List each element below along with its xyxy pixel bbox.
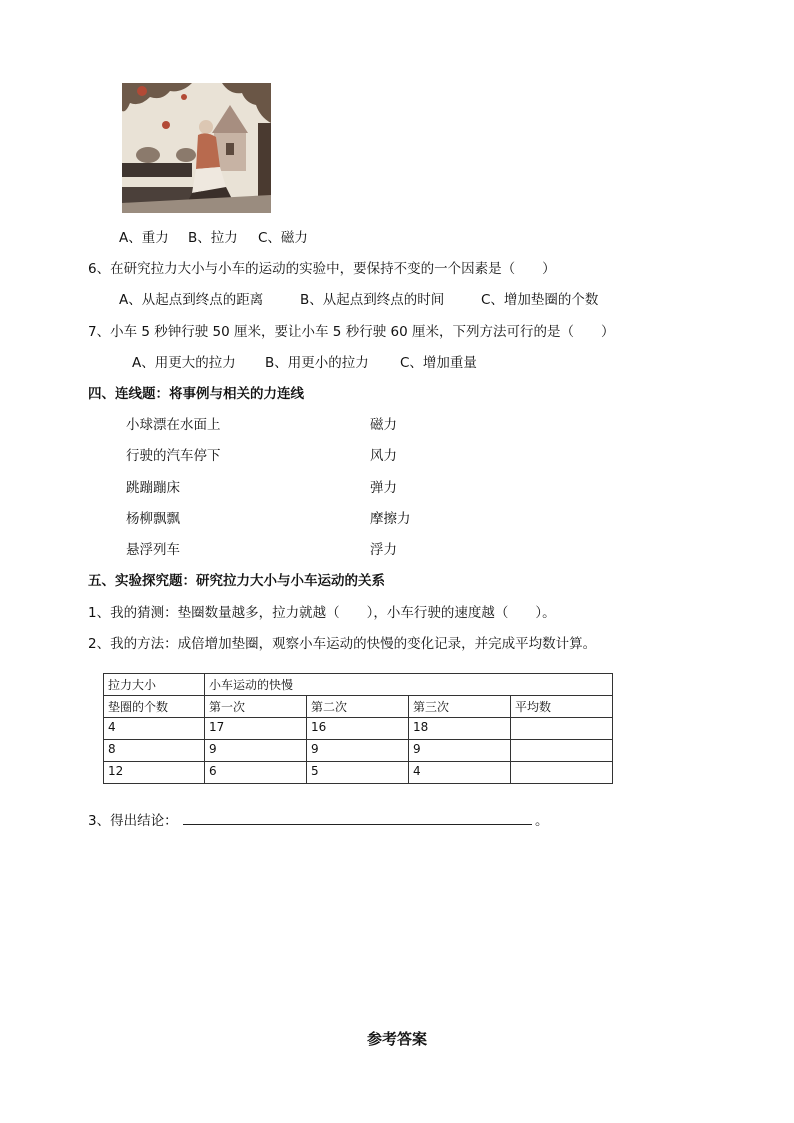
newton-apple-tree-illustration — [122, 83, 271, 213]
experiment-table — [103, 673, 613, 784]
match-left-item: 跳蹦蹦床 — [126, 480, 180, 496]
table-cell-average[interactable] — [511, 718, 613, 740]
match-right-item: 风力 — [370, 448, 397, 464]
q7-option-b: B、用更小的拉力 — [265, 355, 369, 371]
match-left-item: 行驶的汽车停下 — [126, 448, 221, 464]
q5-option-b: B、拉力 — [188, 230, 238, 246]
table-cell: 8 — [104, 740, 205, 762]
match-right-item: 摩擦力 — [370, 511, 411, 527]
match-left-item: 悬浮列车 — [126, 542, 180, 558]
conclusion-answer-line[interactable] — [183, 824, 532, 825]
table-row — [104, 762, 613, 784]
match-right-item: 磁力 — [370, 417, 397, 433]
match-left-item: 杨柳飘飘 — [126, 511, 180, 527]
match-left-item: 小球漂在水面上 — [126, 417, 221, 433]
q6-question: 6、在研究拉力大小与小车的运动的实验中，要保持不变的一个因素是（ ） — [88, 261, 556, 277]
match-right-item: 弹力 — [370, 480, 397, 496]
table-cell: 9 — [409, 740, 511, 762]
q6-option-b: B、从起点到终点的时间 — [300, 292, 445, 308]
table-cell: 18 — [409, 718, 511, 740]
q6-option-c: C、增加垫圈的个数 — [481, 292, 599, 308]
table-cell: 5 — [307, 762, 409, 784]
q5-option-c: C、磁力 — [258, 230, 308, 246]
section5-q2: 2、我的方法：成倍增加垫圈，观察小车运动的快慢的变化记录，并完成平均数计算。 — [88, 636, 597, 652]
q6-option-a: A、从起点到终点的距离 — [119, 292, 264, 308]
table-header-speed: 小车运动的快慢 — [205, 674, 613, 696]
match-right-item: 浮力 — [370, 542, 397, 558]
section5-q3-label: 3、得出结论： — [88, 813, 178, 829]
falling-apple-icon — [162, 121, 170, 129]
table-cell: 4 — [409, 762, 511, 784]
table-subheader: 平均数 — [511, 696, 613, 718]
table-cell: 16 — [307, 718, 409, 740]
table-subheader: 第一次 — [205, 696, 307, 718]
section4-title: 四、连线题：将事例与相关的力连线 — [88, 386, 304, 402]
table-cell: 17 — [205, 718, 307, 740]
table-row — [104, 718, 613, 740]
table-cell: 4 — [104, 718, 205, 740]
table-cell: 9 — [205, 740, 307, 762]
section5-q1: 1、我的猜测：垫圈数量越多，拉力就越（ ），小车行驶的速度越（ ）。 — [88, 605, 556, 621]
table-cell: 9 — [307, 740, 409, 762]
table-cell-average[interactable] — [511, 762, 613, 784]
table-header-washers: 垫圈的个数 — [104, 696, 205, 718]
table-cell-average[interactable] — [511, 740, 613, 762]
table-subheader: 第二次 — [307, 696, 409, 718]
section5-title: 五、实验探究题：研究拉力大小与小车运动的关系 — [88, 573, 385, 589]
q7-option-c: C、增加重量 — [400, 355, 477, 371]
table-subheader: 第三次 — [409, 696, 511, 718]
q7-option-a: A、用更大的拉力 — [132, 355, 236, 371]
table-row — [104, 740, 613, 762]
q7-question: 7、小车 5 秒钟行驶 50 厘米，要让小车 5 秒行驶 60 厘米，下列方法可行的是（ ） — [88, 324, 615, 340]
q5-option-a: A、重力 — [119, 230, 169, 246]
answer-title: 参考答案 — [367, 1030, 428, 1048]
section5-q3-end: 。 — [535, 813, 549, 829]
table-cell: 6 — [205, 762, 307, 784]
table-cell: 12 — [104, 762, 205, 784]
table-header-force: 拉力大小 — [104, 674, 205, 696]
